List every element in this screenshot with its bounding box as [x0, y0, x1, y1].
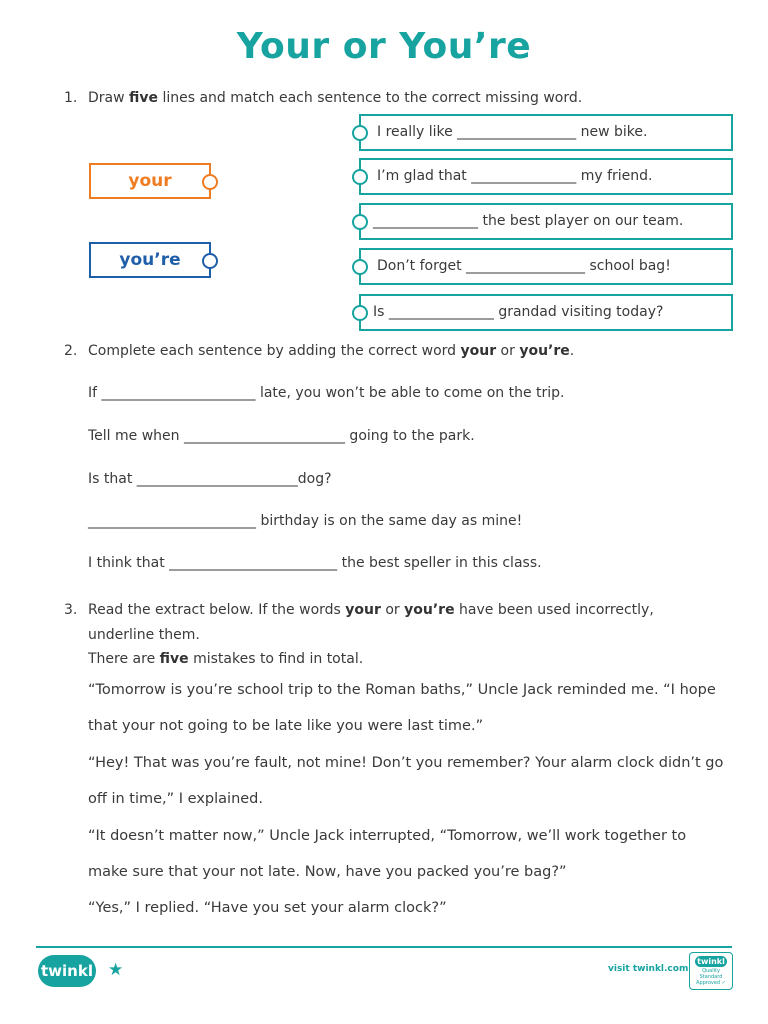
connector-dot[interactable]	[202, 253, 218, 269]
sentence-box[interactable]	[359, 294, 733, 331]
connector-dot[interactable]	[352, 169, 368, 185]
bold-text: your	[345, 602, 381, 618]
word-label: you’re	[119, 250, 181, 270]
text: have been used incorrectly,	[454, 602, 654, 618]
fill-in-line[interactable]: I think that ________________________ the best speller in this class.	[88, 555, 542, 571]
bold-text: five	[129, 90, 159, 106]
quality-badge	[689, 952, 733, 990]
connector-dot[interactable]	[352, 214, 368, 230]
sentence-box[interactable]	[359, 158, 733, 195]
sentence-text: I’m glad that _______________ my friend.	[377, 168, 653, 184]
fill-in-line[interactable]: Is that _______________________dog?	[88, 471, 332, 487]
question-number: 2.	[64, 343, 78, 359]
bold-text: five	[159, 651, 189, 667]
twinkl-logo[interactable]: twinkl	[38, 955, 96, 987]
text: .	[569, 343, 575, 359]
bold-text: your	[460, 343, 497, 359]
text: or	[380, 602, 405, 618]
text: Read the extract below. If the words	[88, 602, 346, 618]
question-text	[88, 341, 574, 361]
fill-in-line[interactable]: ________________________ birthday is on the same day as mine!	[88, 513, 523, 529]
connector-dot[interactable]	[352, 259, 368, 275]
extract-line: that your not going to be late like you were last time.”	[88, 718, 484, 734]
sentence-box[interactable]	[359, 114, 733, 151]
fill-in-line[interactable]: Tell me when _______________________ going to the park.	[88, 428, 475, 444]
text: or	[496, 343, 520, 359]
question-text	[88, 88, 582, 108]
sentence-box[interactable]	[359, 248, 733, 285]
question-text-line: underline them.	[88, 627, 200, 643]
bold-text: you’re	[404, 602, 455, 618]
badge-logo: twinkl	[695, 956, 727, 967]
word-box-youre[interactable]	[89, 242, 211, 278]
question-text	[88, 600, 654, 620]
question-text-line	[88, 649, 363, 669]
sentence-text: Is _______________ grandad visiting today?	[373, 304, 664, 320]
word-label: your	[128, 171, 172, 191]
sentence-box[interactable]	[359, 203, 733, 240]
badge-text: Approved ✓	[696, 980, 726, 986]
connector-dot[interactable]	[352, 125, 368, 141]
word-box-your[interactable]	[89, 163, 211, 199]
sentence-text: _______________ the best player on our team.	[373, 213, 684, 229]
extract-line: “Tomorrow is you’re school trip to the Roman baths,” Uncle Jack reminded me. “I hope	[88, 682, 716, 698]
question-2	[0, 341, 768, 361]
badge-text: Quality Standard	[699, 968, 723, 980]
text: Draw	[88, 90, 130, 106]
visit-link[interactable]: visit twinkl.com	[608, 964, 689, 974]
extract-line: off in time,” I explained.	[88, 791, 263, 807]
text: lines and match each sentence to the correct missing word.	[158, 90, 583, 106]
question-1	[0, 88, 768, 108]
bold-text: you’re	[519, 343, 570, 359]
question-number: 3.	[64, 602, 78, 618]
footer-divider	[36, 946, 732, 948]
extract-line: “It doesn’t matter now,” Uncle Jack interrupted, “Tomorrow, we’ll work together to	[88, 828, 687, 844]
extract-line: “Hey! That was you’re fault, not mine! Don’t you remember? Your alarm clock didn’t go	[88, 755, 724, 771]
extract-line: make sure that your not late. Now, have you packed you’re bag?”	[88, 864, 567, 880]
sentence-text: I really like _________________ new bike.	[377, 124, 648, 140]
extract-line: “Yes,” I replied. “Have you set your alarm clock?”	[88, 900, 447, 916]
connector-dot[interactable]	[352, 305, 368, 321]
text: There are	[88, 651, 160, 667]
page-title: Your or You’re	[236, 26, 532, 67]
fill-in-line[interactable]: If ______________________ late, you won’t be able to come on the trip.	[88, 385, 565, 401]
connector-dot[interactable]	[202, 174, 218, 190]
text: mistakes to find in total.	[188, 651, 364, 667]
question-3	[0, 600, 768, 620]
question-number: 1.	[64, 90, 78, 106]
sentence-text: Don’t forget _________________ school bag!	[377, 258, 671, 274]
star-icon: ★	[108, 960, 124, 980]
text: Complete each sentence by adding the correct word	[88, 343, 461, 359]
